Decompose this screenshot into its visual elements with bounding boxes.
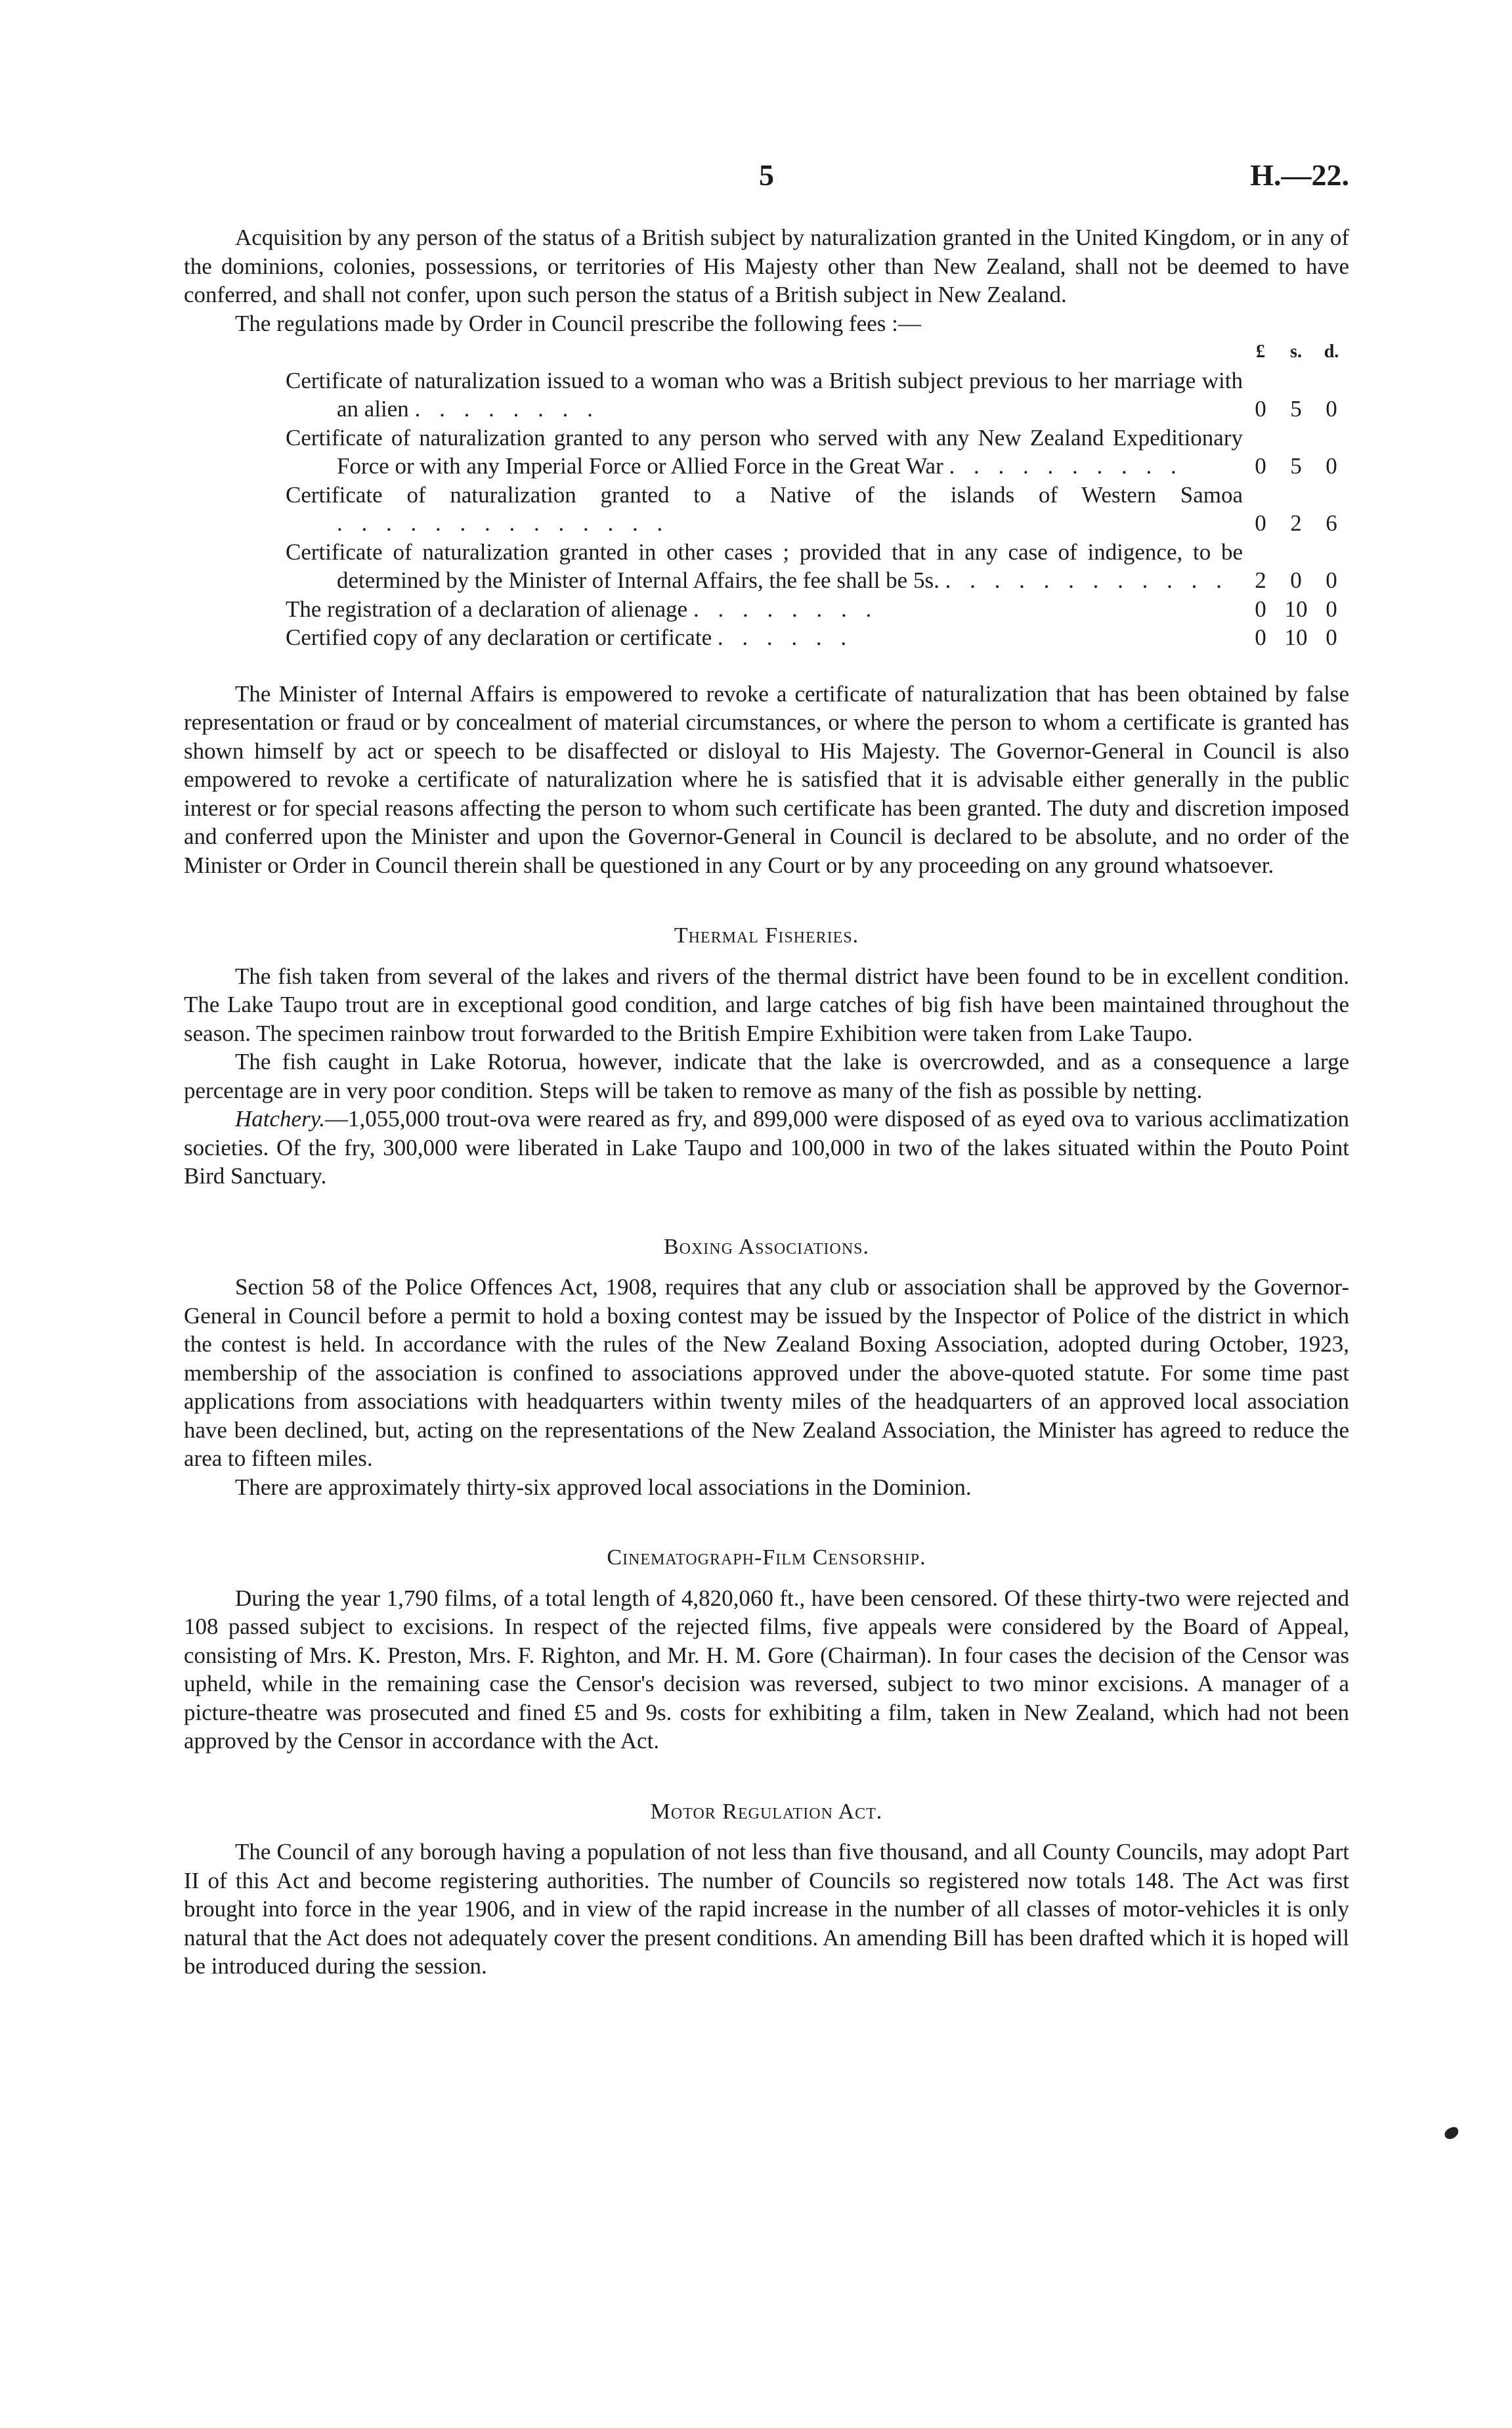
fee-description: Certificate of naturalization granted to any person who served with any New Zealand Expeditionary Force or with any Imperial Force or Allied Force in the Great War <box>286 424 1243 479</box>
fee-row <box>286 481 1349 538</box>
section-title-film-censorship: Cinematograph-Film Censorship. <box>607 1545 926 1570</box>
fee-description: Certificate of naturalization granted to a Native of the islands of Western Samoa <box>286 481 1243 508</box>
fee-row <box>286 366 1349 424</box>
leader-dots: . . . . . . . . . . . . . . <box>337 510 670 536</box>
header-pence: d. <box>1324 342 1339 362</box>
section-title-boxing-associations: Boxing Associations. <box>663 1234 870 1259</box>
fee-pence: 0 <box>1326 453 1337 479</box>
page-body <box>184 223 1349 1981</box>
fee-pence: 0 <box>1326 567 1337 593</box>
leader-dots: . . . . . . . . <box>693 596 878 622</box>
document-reference: H.—22. <box>1250 158 1349 192</box>
fee-amount <box>1243 509 1349 538</box>
fee-amount <box>1243 595 1349 624</box>
boxing-paragraph-1: Section 58 of the Police Offences Act, 1908, requires that any club or association shall be approved by the Governor-General in Council before a permit to hold a boxing contest may be issued by the Inspector of Police of the district in which the contest is held. In accordance with the rules of the New Zealand Boxing Association, adopted during October, 1923, membership of the association is confined to associations approved under the above-quoted statute. For some time past applications from associations with headquarters within twenty miles of the headquarters of an approved local association have been declined, but, acting on the representations of the New Zealand Association, the Minister has agreed to reduce the area to fifteen miles. <box>184 1274 1349 1471</box>
fees-table <box>286 338 1349 652</box>
fee-pounds: 0 <box>1255 396 1266 422</box>
fee-pounds: 2 <box>1255 567 1266 593</box>
leader-dots: . . . . . . . . . . . . <box>945 567 1228 593</box>
fee-description: Certificate of naturalization issued to a woman who was a British subject previous to her marriage with an alien <box>286 367 1243 422</box>
ink-blot-mark <box>1443 2125 1461 2141</box>
fees-intro: The regulations made by Order in Council prescribe the following fees :— <box>235 310 921 336</box>
motor-paragraph-1: The Council of any borough having a population of not less than five thousand, and all County Councils, may adopt Part II of this Act and become registering authorities. The number of Councils so registered now totals 148. The Act was first brought into force in the year 1906, and in view of the rapid increase in the number of all classes of motor-vehicles it is only natural that the Act does not adequately cover the present conditions. An amending Bill has been drafted which it is hoped will be introduced during the session. <box>184 1839 1349 1979</box>
spacer <box>184 652 1349 680</box>
cinema-paragraph-1: During the year 1,790 films, of a total length of 4,820,060 ft., have been censored. Of these thirty-two were rejected and 108 passed subject to excisions. In respect of the rejected films, five appeals were considered by the Board of Appeal, consisting of Mrs. K. Preston, Mrs. F. Righton, and Mr. H. M. Gore (Chairman). In four cases the decision of the Censor was upheld, while in the remaining case the Censor's decision was reversed, subject to two minor excisions. A manager of a picture-theatre was prosecuted and fined £5 and 9s. costs for exhibiting a film, taken in New Zealand, which had not been approved by the Censor in accordance with the Act. <box>184 1585 1349 1754</box>
fee-pence: 0 <box>1326 625 1337 650</box>
leader-dots: . . . . . . . . <box>414 396 599 422</box>
fee-description: The registration of a declaration of alienage <box>286 596 688 622</box>
fee-amount <box>1243 623 1349 652</box>
fee-shillings: 10 <box>1284 596 1308 622</box>
boxing-paragraph-2: There are approximately thirty-six approved local associations in the Dominion. <box>235 1474 972 1500</box>
section-title-motor-regulation: Motor Regulation Act. <box>650 1799 883 1824</box>
fee-shillings: 2 <box>1290 510 1302 536</box>
fee-pounds: 0 <box>1255 596 1266 622</box>
leader-dots: . . . . . . <box>717 625 853 650</box>
fees-table-header <box>286 338 1349 366</box>
fee-amount <box>1243 395 1349 424</box>
fee-amount <box>1243 452 1349 481</box>
header-pounds: £ <box>1256 342 1265 362</box>
hatchery-paragraph <box>184 1105 1349 1191</box>
thermal-paragraph-1: The fish taken from several of the lakes and rivers of the thermal district have been found to be in excellent condition. The Lake Taupo trout are in exceptional good condition, and large catches of big fish have been maintained throughout the season. The specimen rainbow trout forwarded to the British Empire Exhibition were taken from Lake Taupo. <box>184 963 1349 1046</box>
fee-shillings: 5 <box>1290 396 1302 422</box>
leader-dots: . . . . . . . . . . <box>949 453 1183 479</box>
fee-pence: 6 <box>1326 510 1337 536</box>
hatchery-text: —1,055,000 trout-ova were reared as fry, and 899,000 were disposed of as eyed ova to various acclimatization societies. Of the fry, 300,000 were liberated in Lake Taupo and 100,000 in two of the lakes situated within the Pouto Point Bird Sanctuary. <box>184 1106 1349 1189</box>
fee-shillings: 0 <box>1290 567 1302 593</box>
naturalization-paragraph-1: Acquisition by any person of the status of a British subject by naturalization granted in the United Kingdom, or in any of the dominions, colonies, possessions, or territories of His Majesty other than New Zealand, shall not be deemed to have conferred, and shall not confer, upon such person the status of a British subject in New Zealand. <box>184 225 1349 307</box>
fee-pence: 0 <box>1326 596 1337 622</box>
section-title-thermal-fisheries: Thermal Fisheries. <box>674 923 859 948</box>
fee-description: Certificate of naturalization granted in other cases ; provided that in any case of indigence, to be determined by the Minister of Internal Affairs, the fee shall be 5s. <box>286 539 1243 593</box>
fee-pounds: 0 <box>1255 625 1266 650</box>
fee-row <box>286 595 1349 624</box>
fee-pence: 0 <box>1326 396 1337 422</box>
fee-row <box>286 538 1349 595</box>
fee-description: Certified copy of any declaration or certificate <box>286 625 712 650</box>
fee-pounds: 0 <box>1255 510 1266 536</box>
page-header <box>184 158 1349 210</box>
fee-shillings: 10 <box>1284 625 1308 650</box>
fee-shillings: 5 <box>1290 453 1302 479</box>
fee-amount <box>1243 566 1349 595</box>
naturalization-paragraph-2: The Minister of Internal Affairs is empowered to revoke a certificate of naturalization that has been obtained by false representation or fraud or by concealment of material circumstances, or where the person to whom a certificate is granted has shown himself by act or speech to be disaffected or disloyal to His Majesty. The Governor-General in Council is also empowered to revoke a certificate of naturalization where he is satisfied that it is advisable either generally in the public interest or for special reasons affecting the person to whom such certificate has been granted. The duty and discretion imposed and conferred upon the Minister and upon the Governor-General in Council is declared to be absolute, and no order of the Minister or Order in Council therein shall be questioned in any Court or by any proceeding on any ground whatsoever. <box>184 680 1349 878</box>
page-number: 5 <box>759 158 774 192</box>
header-shillings: s. <box>1290 342 1302 362</box>
hatchery-label: Hatchery. <box>235 1106 326 1132</box>
fee-pounds: 0 <box>1255 453 1266 479</box>
fee-row <box>286 424 1349 481</box>
thermal-paragraph-2: The fish caught in Lake Rotorua, however, indicate that the lake is overcrowded, and as a consequence a large percentage are in very poor condition. Steps will be taken to remove as many of the fish as possible by netting. <box>184 1049 1349 1103</box>
fee-row <box>286 623 1349 652</box>
